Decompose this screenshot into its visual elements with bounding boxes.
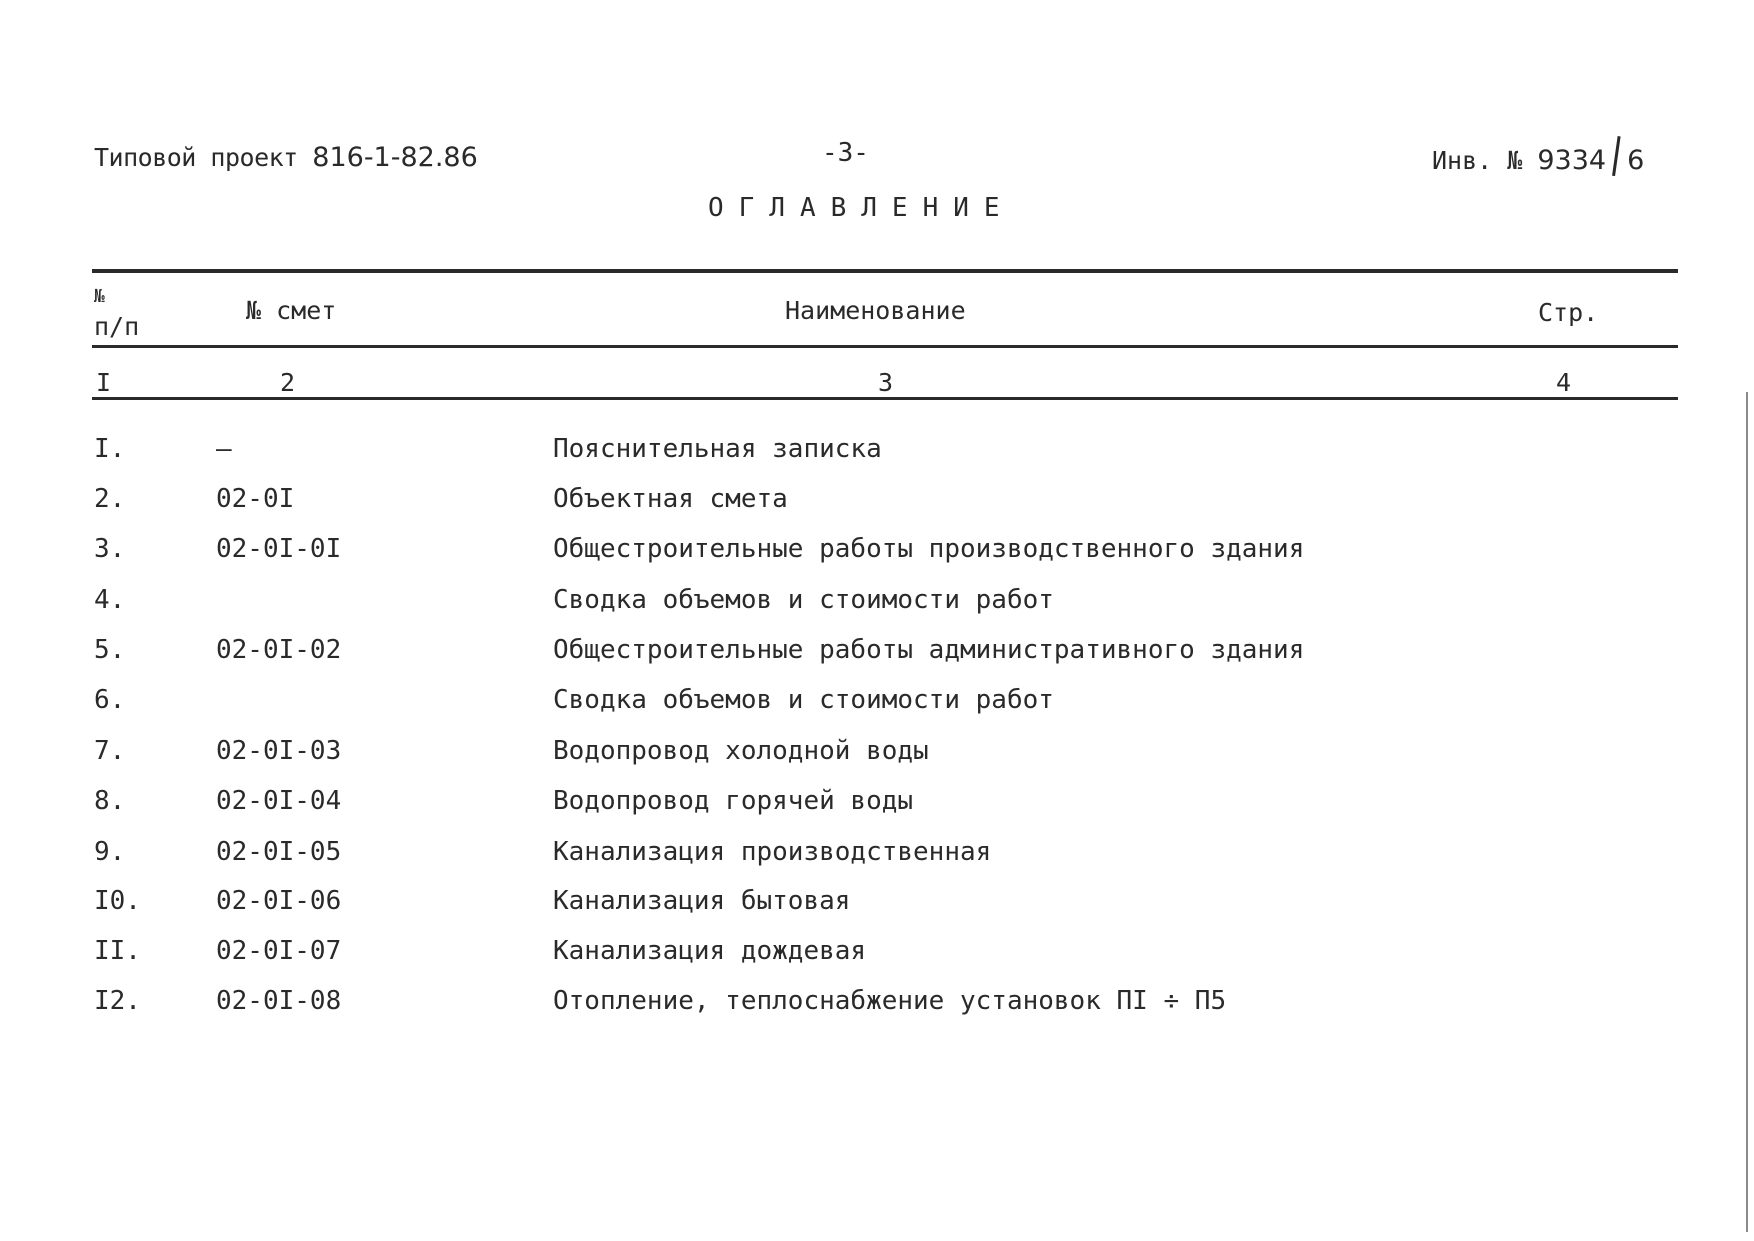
row-number: 8. bbox=[94, 786, 126, 816]
row-estimate: 02-0I-05 bbox=[216, 837, 342, 867]
row-number: I2. bbox=[94, 986, 141, 1016]
table-row bbox=[0, 786, 1754, 826]
table-row bbox=[0, 736, 1754, 776]
column-index-3: 3 bbox=[878, 368, 894, 397]
project-header bbox=[94, 142, 478, 173]
header-page: Стр. bbox=[1538, 298, 1599, 327]
row-number: 2. bbox=[94, 484, 126, 514]
row-name: Общестроительные работы административного здания bbox=[553, 635, 1305, 665]
page-number: -3- bbox=[822, 138, 869, 168]
scan-edge-line bbox=[1746, 392, 1748, 1232]
table-row bbox=[0, 685, 1754, 725]
header-divider-rule bbox=[92, 345, 1678, 348]
table-row bbox=[0, 936, 1754, 976]
column-index-2: 2 bbox=[280, 368, 296, 397]
row-number: I. bbox=[94, 434, 126, 464]
row-name: Водопровод горячей воды bbox=[553, 786, 914, 816]
row-name: Отопление, теплоснабжение установок ПI ÷ П5 bbox=[553, 986, 1227, 1016]
row-number: 9. bbox=[94, 837, 126, 867]
inventory-value: 9334 bbox=[1537, 145, 1607, 176]
table-row bbox=[0, 434, 1754, 474]
row-estimate: 02-0I-08 bbox=[216, 986, 342, 1016]
row-estimate: 02-0I-06 bbox=[216, 886, 342, 916]
row-estimate: – bbox=[216, 434, 232, 464]
row-name: Объектная смета bbox=[553, 484, 788, 514]
inventory-number bbox=[1432, 142, 1644, 182]
row-number: 3. bbox=[94, 534, 126, 564]
row-estimate: 02-0I-03 bbox=[216, 736, 342, 766]
project-label: Типовой проект bbox=[94, 143, 298, 172]
table-row bbox=[0, 534, 1754, 574]
row-estimate: 02-0I-0I bbox=[216, 534, 342, 564]
row-estimate: 02-0I-04 bbox=[216, 786, 342, 816]
document-title: ОГЛАВЛЕНИЕ bbox=[708, 193, 1015, 223]
header-estimate: № смет bbox=[246, 296, 337, 325]
row-number: 4. bbox=[94, 585, 126, 615]
row-name: Водопровод холодной воды bbox=[553, 736, 929, 766]
row-number: 5. bbox=[94, 635, 126, 665]
row-number: II. bbox=[94, 936, 141, 966]
row-name: Канализация бытовая bbox=[553, 886, 851, 916]
row-name: Пояснительная записка bbox=[553, 434, 882, 464]
row-estimate: 02-0I-02 bbox=[216, 635, 342, 665]
table-row bbox=[0, 886, 1754, 926]
column-index-4: 4 bbox=[1556, 368, 1572, 397]
table-row bbox=[0, 484, 1754, 524]
table-top-rule bbox=[92, 269, 1678, 273]
row-number: 6. bbox=[94, 685, 126, 715]
row-name: Общестроительные работы производственного здания bbox=[553, 534, 1305, 564]
project-code: 816-1-82.86 bbox=[312, 142, 478, 173]
header-name: Наименование bbox=[785, 296, 966, 325]
inventory-label: Инв. № bbox=[1432, 146, 1523, 175]
table-row bbox=[0, 635, 1754, 675]
table-row bbox=[0, 585, 1754, 625]
row-name: Канализация дождевая bbox=[553, 936, 867, 966]
table-row bbox=[0, 837, 1754, 877]
column-index-1: I bbox=[96, 368, 112, 397]
slash-divider bbox=[1612, 136, 1621, 176]
row-name: Сводка объемов и стоимости работ bbox=[553, 585, 1054, 615]
inventory-sheet: 6 bbox=[1627, 145, 1645, 176]
row-estimate: 02-0I bbox=[216, 484, 295, 514]
row-number: 7. bbox=[94, 736, 126, 766]
header-num-pp: п/п bbox=[94, 312, 140, 341]
row-estimate: 02-0I-07 bbox=[216, 936, 342, 966]
header-num-sign: № bbox=[94, 286, 105, 307]
row-name: Сводка объемов и стоимости работ bbox=[553, 685, 1054, 715]
row-number: I0. bbox=[94, 886, 141, 916]
table-row bbox=[0, 986, 1754, 1026]
index-divider-rule bbox=[92, 397, 1678, 400]
row-name: Канализация производственная bbox=[553, 837, 992, 867]
